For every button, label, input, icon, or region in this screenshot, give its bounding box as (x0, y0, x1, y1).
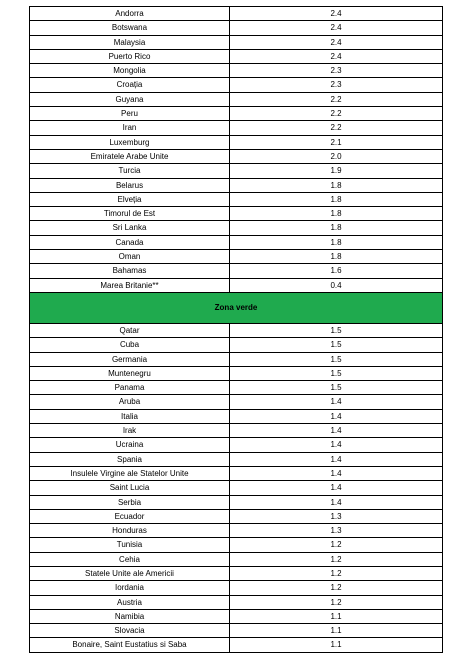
country-cell: Guyana (30, 92, 230, 106)
country-cell: Iordania (30, 581, 230, 595)
value-cell: 1.1 (230, 609, 443, 623)
country-cell: Ucraina (30, 438, 230, 452)
table-row (30, 323, 443, 337)
table-row (30, 509, 443, 523)
value-cell: 1.8 (230, 235, 443, 249)
country-cell: Slovacia (30, 624, 230, 638)
table-body-upper (30, 7, 443, 293)
table-row (30, 566, 443, 580)
country-cell: Cuba (30, 338, 230, 352)
table-row (30, 638, 443, 652)
country-cell: Germania (30, 352, 230, 366)
value-cell: 1.8 (230, 207, 443, 221)
value-cell: 1.3 (230, 524, 443, 538)
table-row (30, 538, 443, 552)
value-cell: 1.2 (230, 538, 443, 552)
value-cell: 1.5 (230, 352, 443, 366)
country-cell: Iran (30, 121, 230, 135)
value-cell: 2.3 (230, 78, 443, 92)
country-cell: Puerto Rico (30, 49, 230, 63)
table-row (30, 121, 443, 135)
value-cell: 1.1 (230, 638, 443, 652)
table-row (30, 366, 443, 380)
country-cell: Italia (30, 409, 230, 423)
table-row (30, 338, 443, 352)
value-cell: 1.5 (230, 338, 443, 352)
zone-divider (30, 292, 443, 323)
table-row (30, 221, 443, 235)
table-row (30, 452, 443, 466)
value-cell: 1.4 (230, 409, 443, 423)
table-row (30, 7, 443, 21)
country-cell: Bahamas (30, 264, 230, 278)
table-row (30, 609, 443, 623)
table-row (30, 466, 443, 480)
table-row (30, 207, 443, 221)
value-cell: 2.4 (230, 21, 443, 35)
table-row (30, 178, 443, 192)
table-row (30, 250, 443, 264)
value-cell: 1.2 (230, 566, 443, 580)
country-cell: Oman (30, 250, 230, 264)
value-cell: 1.5 (230, 366, 443, 380)
value-cell: 2.2 (230, 107, 443, 121)
table-row (30, 581, 443, 595)
value-cell: 1.3 (230, 509, 443, 523)
table-row (30, 438, 443, 452)
table-row (30, 424, 443, 438)
country-cell: Timorul de Est (30, 207, 230, 221)
country-cell: Bonaire, Saint Eustatius si Saba (30, 638, 230, 652)
country-cell: Honduras (30, 524, 230, 538)
country-cell: Belarus (30, 178, 230, 192)
table-row (30, 524, 443, 538)
country-cell: Tunisia (30, 538, 230, 552)
value-cell: 1.4 (230, 481, 443, 495)
value-cell: 1.4 (230, 424, 443, 438)
country-cell: Aruba (30, 395, 230, 409)
table-row (30, 264, 443, 278)
value-cell: 1.4 (230, 466, 443, 480)
country-cell: Saint Lucia (30, 481, 230, 495)
country-cell: Marea Britanie** (30, 278, 230, 292)
table-row (30, 552, 443, 566)
value-cell: 1.4 (230, 495, 443, 509)
country-cell: Serbia (30, 495, 230, 509)
value-cell: 0.4 (230, 278, 443, 292)
value-cell: 2.1 (230, 135, 443, 149)
country-cell: Austria (30, 595, 230, 609)
value-cell: 2.0 (230, 149, 443, 163)
value-cell: 1.4 (230, 438, 443, 452)
value-cell: 1.8 (230, 221, 443, 235)
table-row (30, 395, 443, 409)
country-cell: Irak (30, 424, 230, 438)
table-row (30, 35, 443, 49)
value-cell: 1.6 (230, 264, 443, 278)
table-row (30, 92, 443, 106)
table-row (30, 352, 443, 366)
country-incidence-table (29, 6, 443, 653)
value-cell: 2.2 (230, 92, 443, 106)
table-row (30, 495, 443, 509)
country-cell: Malaysia (30, 35, 230, 49)
table-row (30, 595, 443, 609)
table-row (30, 164, 443, 178)
country-cell: Panama (30, 381, 230, 395)
country-cell: Cehia (30, 552, 230, 566)
table-row (30, 409, 443, 423)
value-cell: 1.8 (230, 250, 443, 264)
table-row (30, 381, 443, 395)
country-cell: Muntenegru (30, 366, 230, 380)
value-cell: 2.4 (230, 7, 443, 21)
country-cell: Insulele Virgine ale Statelor Unite (30, 466, 230, 480)
country-cell: Mongolia (30, 64, 230, 78)
zone-header-row (30, 292, 443, 323)
value-cell: 1.5 (230, 323, 443, 337)
value-cell: 1.2 (230, 581, 443, 595)
value-cell: 1.5 (230, 381, 443, 395)
table-row (30, 278, 443, 292)
country-cell: Elveția (30, 192, 230, 206)
value-cell: 1.4 (230, 395, 443, 409)
value-cell: 1.8 (230, 178, 443, 192)
country-cell: Botswana (30, 21, 230, 35)
country-cell: Namibia (30, 609, 230, 623)
value-cell: 1.2 (230, 552, 443, 566)
country-cell: Andorra (30, 7, 230, 21)
value-cell: 1.8 (230, 192, 443, 206)
table-row (30, 192, 443, 206)
value-cell: 1.4 (230, 452, 443, 466)
country-cell: Qatar (30, 323, 230, 337)
value-cell: 1.2 (230, 595, 443, 609)
country-cell: Statele Unite ale Americii (30, 566, 230, 580)
table-row (30, 235, 443, 249)
value-cell: 2.4 (230, 35, 443, 49)
country-cell: Sri Lanka (30, 221, 230, 235)
country-cell: Canada (30, 235, 230, 249)
country-cell: Luxemburg (30, 135, 230, 149)
table-body-lower (30, 323, 443, 652)
value-cell: 1.1 (230, 624, 443, 638)
table-row (30, 135, 443, 149)
table-row (30, 149, 443, 163)
value-cell: 1.9 (230, 164, 443, 178)
zone-verde-label: Zona verde (30, 292, 443, 323)
table-row (30, 49, 443, 63)
table-row (30, 78, 443, 92)
country-cell: Turcia (30, 164, 230, 178)
country-cell: Ecuador (30, 509, 230, 523)
country-cell: Spania (30, 452, 230, 466)
country-cell: Emiratele Arabe Unite (30, 149, 230, 163)
value-cell: 2.4 (230, 49, 443, 63)
table-row (30, 64, 443, 78)
table-row (30, 107, 443, 121)
value-cell: 2.3 (230, 64, 443, 78)
country-cell: Croația (30, 78, 230, 92)
table-row (30, 624, 443, 638)
table-row (30, 481, 443, 495)
value-cell: 2.2 (230, 121, 443, 135)
country-cell: Peru (30, 107, 230, 121)
table-row (30, 21, 443, 35)
